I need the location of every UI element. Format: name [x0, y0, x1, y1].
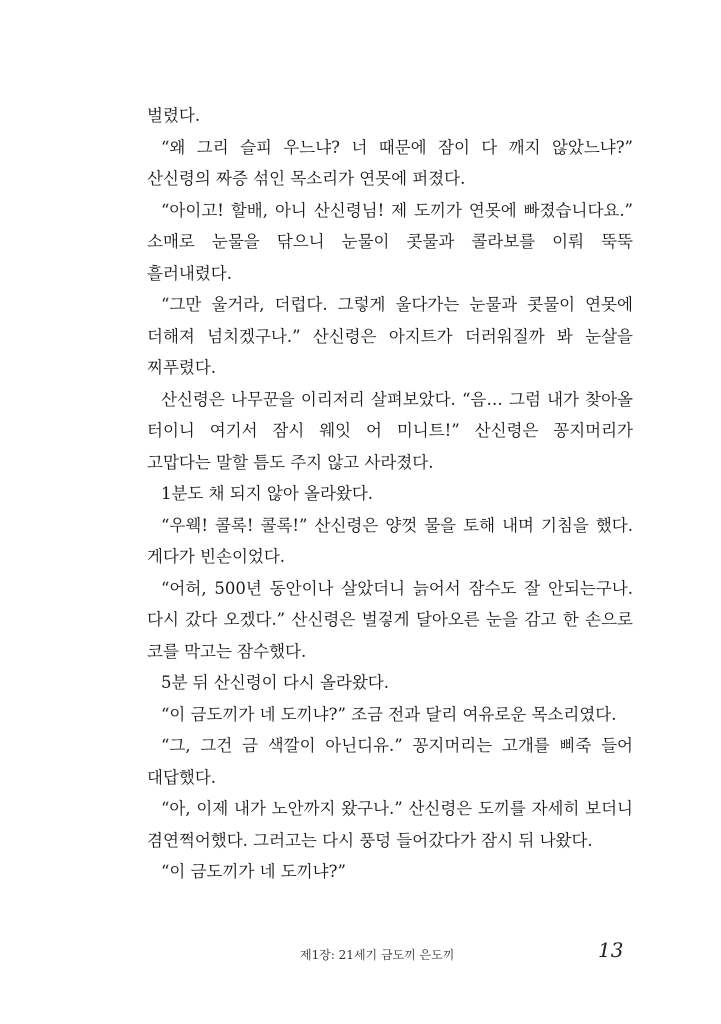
paragraph: “그, 그건 금 색깔이 아닌디유.” 꽁지머리는 고개를 삐죽 들어 대답했다. — [147, 736, 633, 787]
chapter-title: 제1장: 21세기 금도끼 은도끼 — [300, 948, 455, 962]
paragraph: “아, 이제 내가 노안까지 왔구나.” 산신령은 도끼를 자세히 보더니 겸연쩍어했다. 그러고는 다시 풍덩 들어갔다가 잠시 뒤 나왔다. — [147, 799, 633, 850]
paragraph: 벌렸다. — [147, 106, 201, 125]
paragraph: “아이고! 할배, 아니 산신령님! 제 도끼가 연못에 빠졌습니다요.” 소매로 눈물을 닦으니 눈물이 콧물과 콜라보를 이뤄 뚝뚝 흘러내렸다. — [147, 200, 633, 283]
paragraph: “우웩! 콜록! 콜록!” 산신령은 양껏 물을 토해 내며 기침을 했다. 게다가 빈손이었다. — [147, 515, 633, 566]
page-footer — [0, 940, 721, 970]
page-number: 13 — [598, 938, 624, 962]
paragraph: “어허, 500년 동안이나 살았더니 늙어서 잠수도 잘 안되는구나. 다시 갔다 오겠다.” 산신령은 벌겋게 달아오른 눈을 감고 한 손으로 코를 막고는 잠수했다. — [147, 578, 633, 661]
paragraph: 산신령은 나무꾼을 이리저리 살펴보았다. “음… 그럼 내가 찾아올 터이니 여기서 잠시 웨잇 어 미니트!” 산신령은 꽁지머리가 고맙다는 말할 틈도 주지 않고 사라졌다. — [147, 389, 633, 472]
paragraph: 5분 뒤 산신령이 다시 올라왔다. — [161, 673, 389, 692]
paragraph: 1분도 채 되지 않아 올라왔다. — [161, 484, 374, 503]
body-text — [147, 100, 633, 888]
paragraph: “이 금도끼가 네 도끼냐?” 조금 전과 달리 여유로운 목소리였다. — [161, 704, 617, 724]
paragraph: “그만 울거라, 더럽다. 그렇게 울다가는 눈물과 콧물이 연못에 더해져 넘치겠구나.” 산신령은 아지트가 더러워질까 봐 눈살을 찌푸렸다. — [147, 295, 633, 377]
paragraph: “이 금도끼가 네 도끼냐?” — [161, 862, 346, 881]
paragraph: “왜 그리 슬피 우느냐? 너 때문에 잠이 다 깨지 않았느냐?” 산신령의 짜증 섞인 목소리가 연못에 퍼졌다. — [147, 137, 633, 188]
